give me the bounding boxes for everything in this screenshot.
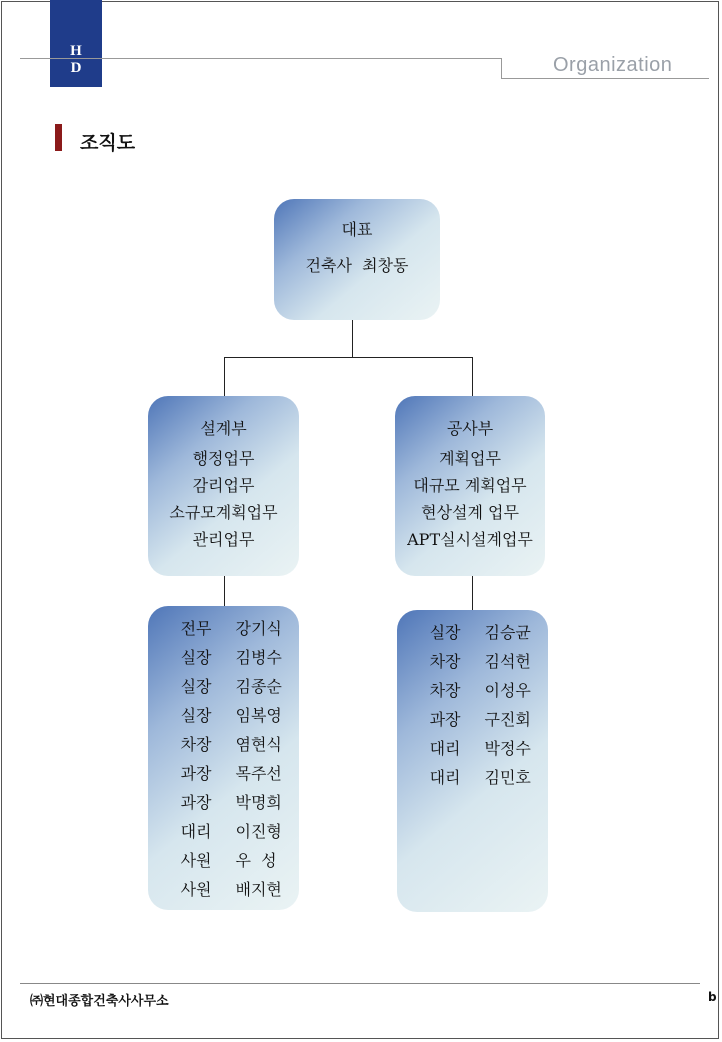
connector-ceo-down — [352, 320, 353, 358]
connector-right-down — [472, 357, 473, 396]
staff-rank: 실장 — [180, 706, 212, 725]
staff-row — [148, 643, 299, 672]
staff-row — [397, 763, 548, 792]
footer-rule — [20, 983, 700, 984]
staff-rank: 사원 — [180, 851, 212, 870]
ceo-name: 건축사 최창동 — [305, 256, 409, 275]
page-frame — [1, 1, 719, 1039]
staff-rank: 대리 — [429, 768, 461, 787]
dept-duty: 소규모계획업무 — [169, 503, 278, 522]
staff-row — [397, 705, 548, 734]
staff-rank: 차장 — [180, 735, 212, 754]
staff-name: 김병수 — [235, 648, 282, 667]
staff-name: 박명희 — [235, 793, 282, 812]
dept-box-construction — [395, 396, 545, 576]
staff-row — [148, 614, 299, 643]
dept-duty: 관리업무 — [192, 530, 255, 549]
staff-name: 김종순 — [235, 677, 282, 696]
dept-duty: 감리업무 — [192, 476, 255, 495]
staff-name: 김석헌 — [484, 652, 531, 671]
staff-rank: 과장 — [180, 793, 212, 812]
staff-name: 김민호 — [484, 768, 531, 787]
staff-name: 염현식 — [235, 735, 282, 754]
connector-left-down — [224, 357, 225, 396]
staff-box-design — [148, 606, 299, 910]
staff-rank: 실장 — [429, 623, 461, 642]
staff-name: 구진회 — [484, 710, 531, 729]
staff-name: 목주선 — [235, 764, 282, 783]
staff-row — [148, 701, 299, 730]
staff-rank: 과장 — [429, 710, 461, 729]
staff-rank: 차장 — [429, 652, 461, 671]
footer-mark: b — [708, 990, 717, 1004]
title-accent-bar — [55, 124, 62, 151]
dept-duty: 행정업무 — [192, 449, 255, 468]
staff-row — [148, 846, 299, 875]
staff-row — [397, 618, 548, 647]
staff-name: 이성우 — [484, 681, 531, 700]
footer-company: ㈜현대종합건축사사무소 — [30, 994, 169, 1009]
staff-row — [148, 672, 299, 701]
header-rule-right — [501, 78, 709, 79]
staff-row — [148, 730, 299, 759]
staff-rank: 차장 — [429, 681, 461, 700]
staff-box-construction — [397, 610, 548, 912]
logo-letter-h: H — [70, 43, 82, 59]
staff-name: 김승균 — [484, 623, 531, 642]
header-rule-step — [501, 58, 502, 78]
dept-duty: 대규모 계획업무 — [413, 476, 527, 495]
dept-duty: 현상설계 업무 — [421, 503, 519, 522]
dept-duty: 계획업무 — [439, 449, 501, 468]
ceo-box — [274, 199, 440, 320]
logo-letter-d: D — [70, 60, 82, 76]
dept-box-design — [148, 396, 299, 576]
company-logo — [50, 0, 102, 87]
staff-name: 강기식 — [235, 619, 282, 638]
page-title: 조직도 — [80, 132, 136, 154]
dept-name: 공사부 — [446, 419, 494, 438]
connector-horizontal — [224, 357, 473, 358]
staff-row — [148, 817, 299, 846]
staff-name: 배지현 — [235, 880, 282, 899]
staff-row — [148, 788, 299, 817]
staff-rank: 대리 — [429, 739, 461, 758]
staff-rank: 대리 — [180, 822, 212, 841]
section-label: Organization — [553, 54, 673, 76]
staff-name: 임복영 — [235, 706, 282, 725]
staff-row — [148, 875, 299, 904]
ceo-title: 대표 — [341, 220, 373, 239]
connector-right-staff — [472, 576, 473, 610]
staff-rank: 실장 — [180, 648, 212, 667]
staff-row — [397, 676, 548, 705]
dept-name: 설계부 — [200, 419, 247, 438]
staff-row — [397, 734, 548, 763]
staff-row — [397, 647, 548, 676]
dept-duty: APT실시설계업무 — [407, 530, 533, 549]
staff-rank: 과장 — [180, 764, 212, 783]
connector-left-staff — [224, 576, 225, 606]
staff-name: 이진형 — [235, 822, 282, 841]
header-rule — [20, 58, 502, 59]
staff-rank: 실장 — [180, 677, 212, 696]
staff-rank: 사원 — [180, 880, 212, 899]
staff-name: 박정수 — [484, 739, 531, 758]
staff-row — [148, 759, 299, 788]
staff-name: 우 성 — [235, 851, 277, 870]
staff-rank: 전무 — [180, 619, 212, 638]
